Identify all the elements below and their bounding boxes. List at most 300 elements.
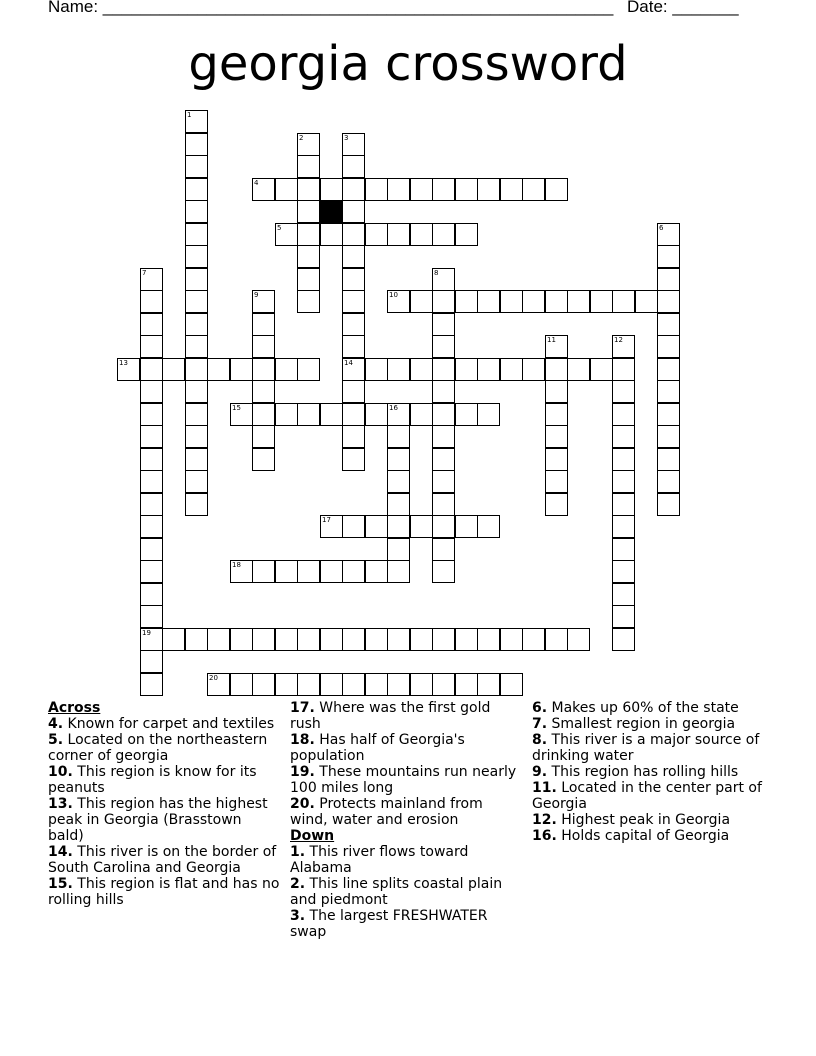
grid-cell[interactable] (455, 628, 478, 651)
clue-number-label: 9 (254, 291, 259, 299)
clues-column-3 (532, 700, 772, 844)
grid-cell[interactable] (612, 470, 635, 493)
grid-cell[interactable] (185, 155, 208, 178)
grid-cell[interactable] (185, 245, 208, 268)
clue-number: 16. (532, 828, 557, 844)
grid-cell[interactable] (230, 560, 253, 583)
clue-number: 19. (290, 764, 315, 780)
grid-cell[interactable] (387, 673, 410, 696)
clue-item (532, 732, 772, 764)
grid-cell[interactable] (342, 673, 365, 696)
grid-cell[interactable] (342, 515, 365, 538)
grid-cell[interactable] (320, 515, 343, 538)
clue-text: This region has rolling hills (547, 764, 739, 780)
grid-cell[interactable] (252, 313, 275, 336)
clue-item (290, 908, 522, 940)
grid-cell[interactable] (185, 223, 208, 246)
grid-cell[interactable] (365, 515, 388, 538)
grid-cell[interactable] (612, 403, 635, 426)
grid-cell[interactable] (185, 290, 208, 313)
grid-cell[interactable] (140, 538, 163, 561)
clue-text: This line splits coastal plain and piedmont (290, 876, 503, 908)
grid-cell[interactable] (657, 448, 680, 471)
grid-cell[interactable] (545, 470, 568, 493)
grid-cell[interactable] (612, 493, 635, 516)
grid-cell[interactable] (252, 178, 275, 201)
clue-number: 13. (48, 796, 73, 812)
grid-cell[interactable] (275, 560, 298, 583)
clue-text: The largest FRESHWATER swap (290, 908, 488, 940)
grid-cell[interactable] (207, 628, 230, 651)
grid-cell[interactable] (410, 515, 433, 538)
grid-cell[interactable] (275, 223, 298, 246)
down-heading: Down (290, 828, 335, 844)
grid-cell[interactable] (545, 448, 568, 471)
grid-cell[interactable] (297, 673, 320, 696)
grid-cell[interactable] (140, 268, 163, 291)
grid-cell[interactable] (612, 538, 635, 561)
grid-cell[interactable] (657, 268, 680, 291)
grid-cell[interactable] (432, 380, 455, 403)
grid-cell[interactable] (522, 628, 545, 651)
grid-cell[interactable] (410, 358, 433, 381)
grid-cell[interactable] (387, 448, 410, 471)
clue-item (48, 844, 280, 876)
grid-cell[interactable] (185, 110, 208, 133)
grid-cell[interactable] (455, 223, 478, 246)
clue-item (290, 796, 522, 828)
grid-cell[interactable] (140, 650, 163, 673)
grid-cell[interactable] (567, 290, 590, 313)
clue-item (532, 780, 772, 812)
clue-text: This river is on the border of South Carolina and Georgia (48, 844, 277, 876)
clue-number: 5. (48, 732, 64, 748)
grid-cell[interactable] (320, 628, 343, 651)
grid-cell[interactable] (657, 335, 680, 358)
grid-cell[interactable] (477, 515, 500, 538)
grid-cell[interactable] (500, 178, 523, 201)
grid-cell[interactable] (185, 403, 208, 426)
grid-cell[interactable] (657, 223, 680, 246)
clue-item (532, 700, 772, 716)
grid-cell[interactable] (140, 605, 163, 628)
grid-cell[interactable] (500, 290, 523, 313)
grid-cell[interactable] (207, 673, 230, 696)
clue-item (532, 764, 772, 780)
clue-number-label: 4 (254, 179, 259, 187)
grid-cell[interactable] (612, 335, 635, 358)
grid-cell[interactable] (297, 178, 320, 201)
clue-text: This river flows toward Alabama (290, 844, 469, 876)
clues-column-1 (48, 700, 280, 908)
grid-cell[interactable] (140, 470, 163, 493)
grid-cell[interactable] (185, 380, 208, 403)
clue-item (532, 812, 772, 828)
grid-cell[interactable] (657, 493, 680, 516)
grid-cell[interactable] (342, 313, 365, 336)
grid-cell[interactable] (387, 470, 410, 493)
grid-cell[interactable] (590, 358, 613, 381)
grid-cell[interactable] (432, 470, 455, 493)
clue-text: This region is flat and has no rolling hills (48, 876, 280, 908)
grid-cell[interactable] (252, 425, 275, 448)
grid-cell[interactable] (387, 425, 410, 448)
grid-cell[interactable] (410, 628, 433, 651)
grid-cell[interactable] (612, 605, 635, 628)
grid-cell[interactable] (410, 290, 433, 313)
grid-cell[interactable] (522, 290, 545, 313)
clue-number: 8. (532, 732, 548, 748)
grid-cell[interactable] (432, 358, 455, 381)
grid-cell[interactable] (365, 560, 388, 583)
grid-cell[interactable] (297, 223, 320, 246)
grid-cell[interactable] (342, 560, 365, 583)
grid-cell[interactable] (117, 358, 140, 381)
grid-cell[interactable] (432, 335, 455, 358)
clue-number: 11. (532, 780, 557, 796)
grid-cell[interactable] (387, 358, 410, 381)
clue-text: Makes up 60% of the state (547, 700, 739, 716)
grid-cell[interactable] (477, 673, 500, 696)
grid-cell[interactable] (365, 178, 388, 201)
grid-cell[interactable] (432, 448, 455, 471)
date-field-label: Date: _______ (627, 0, 739, 16)
grid-cell[interactable] (432, 313, 455, 336)
grid-cell[interactable] (657, 245, 680, 268)
grid-cell[interactable] (365, 673, 388, 696)
grid-cell[interactable] (657, 425, 680, 448)
grid-cell[interactable] (477, 403, 500, 426)
grid-cell[interactable] (387, 223, 410, 246)
clue-text: This region is know for its peanuts (48, 764, 257, 796)
clue-number-label: 11 (547, 336, 556, 344)
grid-cell[interactable] (455, 358, 478, 381)
grid-cell[interactable] (545, 628, 568, 651)
grid-cell[interactable] (342, 155, 365, 178)
grid-cell[interactable] (657, 358, 680, 381)
grid-cell[interactable] (342, 245, 365, 268)
grid-cell[interactable] (567, 628, 590, 651)
grid-cell[interactable] (432, 538, 455, 561)
clue-number-label: 3 (344, 134, 349, 142)
grid-cell[interactable] (477, 628, 500, 651)
grid-cell[interactable] (455, 403, 478, 426)
grid-cell[interactable] (320, 178, 343, 201)
grid-cell[interactable] (387, 493, 410, 516)
grid-cell[interactable] (432, 628, 455, 651)
grid-cell[interactable] (612, 628, 635, 651)
grid-cell[interactable] (297, 268, 320, 291)
grid-cell[interactable] (275, 178, 298, 201)
grid-cell[interactable] (410, 673, 433, 696)
grid-cell[interactable] (185, 133, 208, 156)
grid-cell[interactable] (342, 268, 365, 291)
clue-number: 18. (290, 732, 315, 748)
grid-cell[interactable] (612, 583, 635, 606)
clue-number: 20. (290, 796, 315, 812)
grid-cell[interactable] (387, 178, 410, 201)
grid-cell[interactable] (140, 515, 163, 538)
grid-cell[interactable] (342, 290, 365, 313)
grid-cell[interactable] (252, 335, 275, 358)
grid-cell[interactable] (387, 628, 410, 651)
grid-cell[interactable] (140, 425, 163, 448)
grid-cell[interactable] (162, 358, 185, 381)
clue-number: 10. (48, 764, 73, 780)
grid-cell[interactable] (320, 673, 343, 696)
clue-text: Where was the first gold rush (290, 700, 491, 732)
grid-cell[interactable] (275, 673, 298, 696)
grid-cell[interactable] (432, 493, 455, 516)
grid-cell[interactable] (140, 358, 163, 381)
clue-item (290, 844, 522, 876)
clue-number-label: 8 (434, 269, 439, 277)
grid-cell[interactable] (140, 313, 163, 336)
grid-cell[interactable] (342, 448, 365, 471)
grid-cell[interactable] (252, 673, 275, 696)
grid-cell[interactable] (545, 358, 568, 381)
grid-cell[interactable] (365, 223, 388, 246)
clue-number: 7. (532, 716, 548, 732)
grid-cell[interactable] (185, 470, 208, 493)
clue-number: 17. (290, 700, 315, 716)
grid-cell[interactable] (320, 223, 343, 246)
black-cell (320, 200, 343, 223)
clue-item (290, 764, 522, 796)
grid-cell[interactable] (387, 515, 410, 538)
grid-cell[interactable] (140, 493, 163, 516)
grid-cell[interactable] (612, 290, 635, 313)
grid-cell[interactable] (342, 628, 365, 651)
grid-cell[interactable] (387, 403, 410, 426)
grid-cell[interactable] (387, 290, 410, 313)
grid-cell[interactable] (455, 178, 478, 201)
grid-cell[interactable] (657, 470, 680, 493)
grid-cell[interactable] (140, 448, 163, 471)
grid-cell[interactable] (297, 290, 320, 313)
grid-cell[interactable] (612, 358, 635, 381)
grid-cell[interactable] (590, 290, 613, 313)
clue-number: 3. (290, 908, 306, 924)
grid-cell[interactable] (297, 403, 320, 426)
grid-cell[interactable] (432, 560, 455, 583)
grid-cell[interactable] (342, 380, 365, 403)
clue-item (290, 876, 522, 908)
grid-cell[interactable] (432, 403, 455, 426)
grid-cell[interactable] (252, 358, 275, 381)
clue-text: This river is a major source of drinking water (532, 732, 760, 764)
clue-item (290, 732, 522, 764)
grid-cell[interactable] (612, 425, 635, 448)
grid-cell[interactable] (297, 245, 320, 268)
grid-cell[interactable] (432, 515, 455, 538)
grid-cell[interactable] (545, 425, 568, 448)
grid-cell[interactable] (140, 583, 163, 606)
grid-cell[interactable] (297, 628, 320, 651)
clue-item (48, 876, 280, 908)
grid-cell[interactable] (275, 628, 298, 651)
grid-cell[interactable] (140, 335, 163, 358)
clue-number-label: 15 (232, 404, 241, 412)
clue-item (290, 700, 522, 732)
grid-cell[interactable] (185, 448, 208, 471)
grid-cell[interactable] (342, 178, 365, 201)
clue-text: These mountains run nearly 100 miles long (290, 764, 517, 796)
clue-number-label: 2 (299, 134, 304, 142)
grid-cell[interactable] (657, 290, 680, 313)
clue-number-label: 18 (232, 561, 241, 569)
grid-cell[interactable] (432, 268, 455, 291)
grid-cell[interactable] (477, 178, 500, 201)
clue-item (532, 828, 772, 844)
grid-cell[interactable] (522, 178, 545, 201)
grid-cell[interactable] (342, 335, 365, 358)
clue-number-label: 17 (322, 516, 331, 524)
grid-cell[interactable] (230, 403, 253, 426)
grid-cell[interactable] (612, 560, 635, 583)
grid-cell[interactable] (365, 358, 388, 381)
grid-cell[interactable] (500, 673, 523, 696)
clue-number: 15. (48, 876, 73, 892)
grid-cell[interactable] (185, 200, 208, 223)
grid-cell[interactable] (342, 200, 365, 223)
clue-number-label: 13 (119, 359, 128, 367)
grid-cell[interactable] (297, 358, 320, 381)
grid-cell[interactable] (185, 313, 208, 336)
clue-number: 6. (532, 700, 548, 716)
grid-cell[interactable] (477, 290, 500, 313)
grid-cell[interactable] (252, 403, 275, 426)
grid-cell[interactable] (387, 538, 410, 561)
clue-text: Protects mainland from wind, water and erosion (290, 796, 483, 828)
grid-cell[interactable] (320, 403, 343, 426)
grid-cell[interactable] (635, 290, 658, 313)
clue-text: This region has the highest peak in Georgia (Brasstown bald) (48, 796, 268, 844)
grid-cell[interactable] (432, 425, 455, 448)
grid-cell[interactable] (545, 290, 568, 313)
grid-cell[interactable] (275, 403, 298, 426)
grid-cell[interactable] (657, 380, 680, 403)
grid-cell[interactable] (500, 358, 523, 381)
grid-cell[interactable] (185, 493, 208, 516)
grid-cell[interactable] (455, 673, 478, 696)
clue-text: Highest peak in Georgia (556, 812, 731, 828)
grid-cell[interactable] (320, 560, 343, 583)
grid-cell[interactable] (612, 380, 635, 403)
grid-cell[interactable] (342, 358, 365, 381)
grid-cell[interactable] (230, 673, 253, 696)
grid-cell[interactable] (545, 493, 568, 516)
clues-column-2 (290, 700, 522, 940)
grid-cell[interactable] (230, 628, 253, 651)
grid-cell[interactable] (185, 358, 208, 381)
grid-cell[interactable] (477, 358, 500, 381)
grid-cell[interactable] (185, 178, 208, 201)
grid-cell[interactable] (140, 560, 163, 583)
grid-cell[interactable] (612, 515, 635, 538)
grid-cell[interactable] (522, 358, 545, 381)
clue-number: 14. (48, 844, 73, 860)
grid-cell[interactable] (432, 223, 455, 246)
clue-text: Located in the center part of Georgia (532, 780, 762, 812)
grid-cell[interactable] (545, 335, 568, 358)
grid-cell[interactable] (387, 560, 410, 583)
grid-cell[interactable] (140, 290, 163, 313)
grid-cell[interactable] (365, 403, 388, 426)
grid-cell[interactable] (342, 133, 365, 156)
clue-text: Has half of Georgia's population (290, 732, 465, 764)
grid-cell[interactable] (185, 425, 208, 448)
grid-cell[interactable] (140, 673, 163, 696)
grid-cell[interactable] (252, 380, 275, 403)
grid-cell[interactable] (252, 560, 275, 583)
grid-cell[interactable] (342, 223, 365, 246)
clue-item (532, 716, 772, 732)
grid-cell[interactable] (185, 628, 208, 651)
grid-cell[interactable] (612, 448, 635, 471)
grid-cell[interactable] (455, 515, 478, 538)
grid-cell[interactable] (297, 560, 320, 583)
grid-cell[interactable] (432, 290, 455, 313)
clue-number-label: 10 (389, 291, 398, 299)
grid-cell[interactable] (275, 358, 298, 381)
name-field-label: Name: ______________________________________________________ (48, 0, 614, 16)
clue-number-label: 1 (187, 111, 192, 119)
grid-cell[interactable] (230, 358, 253, 381)
grid-cell[interactable] (432, 673, 455, 696)
grid-cell[interactable] (545, 380, 568, 403)
grid-cell[interactable] (207, 358, 230, 381)
clue-item (48, 732, 280, 764)
grid-cell[interactable] (500, 628, 523, 651)
grid-cell[interactable] (410, 178, 433, 201)
grid-cell[interactable] (432, 178, 455, 201)
grid-cell[interactable] (140, 403, 163, 426)
grid-cell[interactable] (162, 628, 185, 651)
grid-cell[interactable] (657, 403, 680, 426)
clue-number-label: 7 (142, 269, 147, 277)
grid-cell[interactable] (185, 268, 208, 291)
clue-text: Holds capital of Georgia (556, 828, 730, 844)
grid-cell[interactable] (657, 313, 680, 336)
clue-number-label: 19 (142, 629, 151, 637)
grid-cell[interactable] (342, 425, 365, 448)
grid-cell[interactable] (297, 200, 320, 223)
clue-number-label: 14 (344, 359, 353, 367)
grid-cell[interactable] (567, 358, 590, 381)
page-title: georgia crossword (188, 36, 628, 92)
clue-number-label: 16 (389, 404, 398, 412)
grid-cell[interactable] (297, 155, 320, 178)
grid-cell[interactable] (342, 403, 365, 426)
grid-cell[interactable] (297, 133, 320, 156)
grid-cell[interactable] (545, 403, 568, 426)
grid-cell[interactable] (140, 380, 163, 403)
grid-cell[interactable] (455, 290, 478, 313)
grid-cell[interactable] (252, 290, 275, 313)
clue-text: Smallest region in georgia (547, 716, 736, 732)
clue-item (48, 764, 280, 796)
grid-cell[interactable] (410, 403, 433, 426)
grid-cell[interactable] (252, 448, 275, 471)
clue-number-label: 5 (277, 224, 282, 232)
grid-cell[interactable] (185, 335, 208, 358)
grid-cell[interactable] (140, 628, 163, 651)
grid-cell[interactable] (545, 178, 568, 201)
grid-cell[interactable] (365, 628, 388, 651)
grid-cell[interactable] (410, 223, 433, 246)
grid-cell[interactable] (252, 628, 275, 651)
